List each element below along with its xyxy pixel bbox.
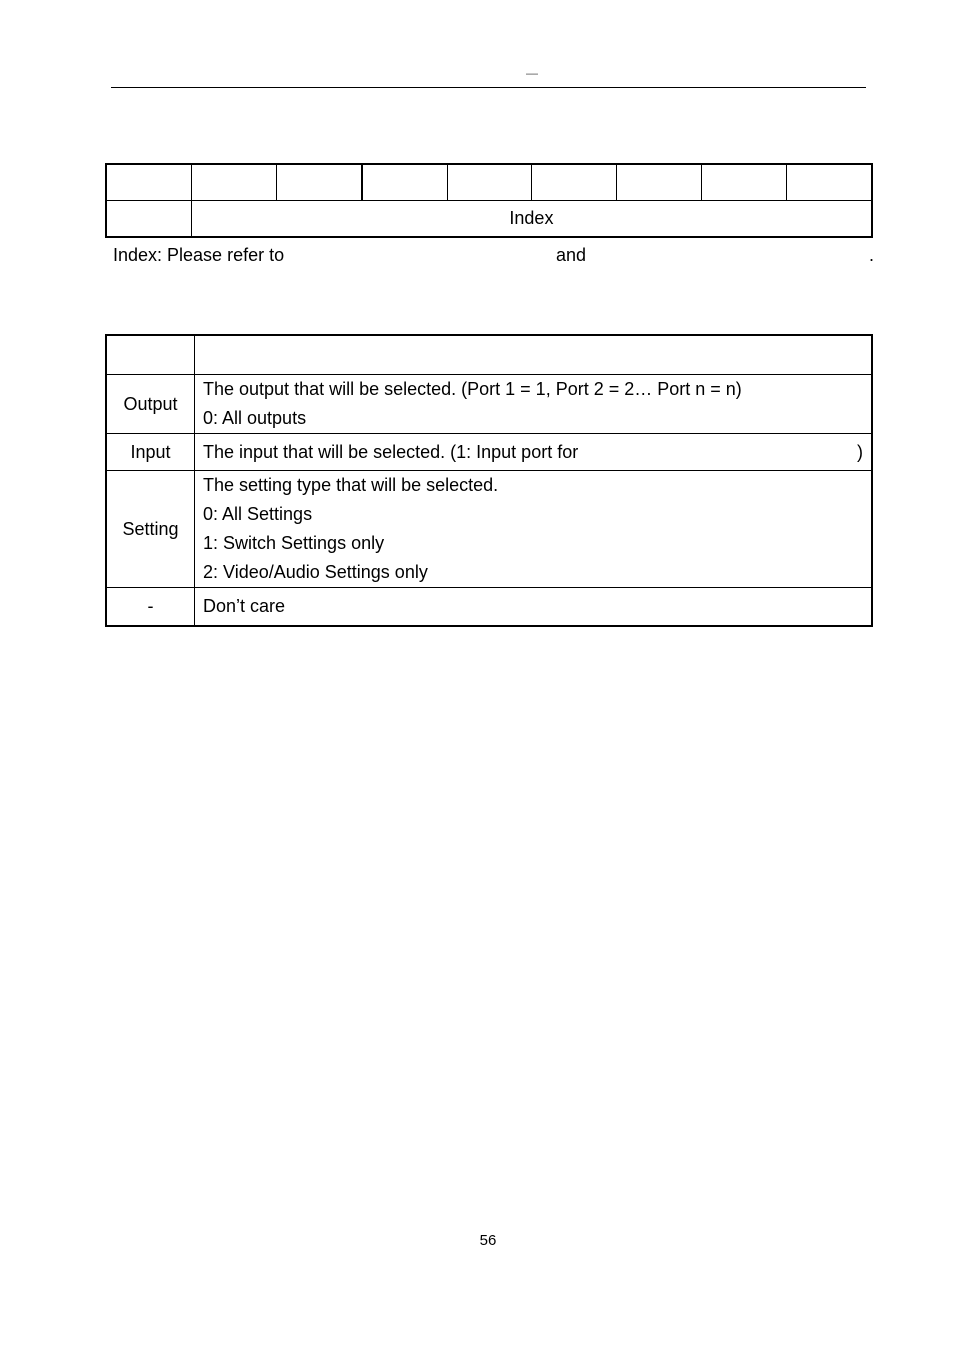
param-header-name <box>106 335 195 375</box>
desc-line: The input that will be selected. (1: Input port for <box>203 442 579 462</box>
desc-line: 0: All Settings <box>203 504 313 524</box>
bit-cell <box>191 164 276 201</box>
bit-cell <box>617 164 702 201</box>
header-mark: — <box>526 66 538 80</box>
param-description <box>195 588 873 627</box>
index-cell: Index <box>191 201 872 238</box>
note-prefix: Index: Please refer to <box>113 245 285 265</box>
param-description <box>195 375 873 434</box>
bit-cell <box>362 164 447 201</box>
bit-cell <box>447 164 532 201</box>
desc-row <box>203 434 863 470</box>
desc-line: The setting type that will be selected. <box>203 475 499 495</box>
parameter-table <box>105 334 873 627</box>
bit-cell <box>532 164 617 201</box>
param-name: Setting <box>106 471 195 588</box>
bit-table-value-row <box>106 201 872 238</box>
param-table-header-row <box>106 335 872 375</box>
desc-line-suffix: ) <box>857 442 863 462</box>
param-name: Output <box>106 375 195 434</box>
param-header-description <box>195 335 873 375</box>
header-rule <box>111 87 866 88</box>
desc-line: Don’t care <box>203 596 286 616</box>
param-row-input <box>106 434 872 471</box>
note-suffix: . <box>869 245 875 265</box>
page-number: 56 <box>479 1232 497 1249</box>
bit-cell <box>106 201 191 238</box>
param-name: Input <box>106 434 195 471</box>
bit-layout-table <box>105 163 873 238</box>
bit-cell <box>106 164 191 201</box>
bit-cell <box>702 164 787 201</box>
desc-line: 1: Switch Settings only <box>203 533 385 553</box>
bit-cell <box>276 164 361 201</box>
param-description <box>195 471 873 588</box>
desc-line: 2: Video/Audio Settings only <box>203 562 428 582</box>
param-row-dont-care <box>106 588 872 627</box>
bit-cell <box>787 164 873 201</box>
param-row-setting <box>106 471 872 588</box>
param-description <box>195 434 873 471</box>
desc-line: The output that will be selected. (Port 1 = 1, Port 2 = 2… Port n = n) <box>203 379 742 399</box>
note-middle: and <box>556 245 587 265</box>
bit-table-header-row <box>106 164 872 201</box>
desc-line: 0: All outputs <box>203 408 307 428</box>
param-row-output <box>106 375 872 434</box>
param-name: - <box>106 588 195 627</box>
